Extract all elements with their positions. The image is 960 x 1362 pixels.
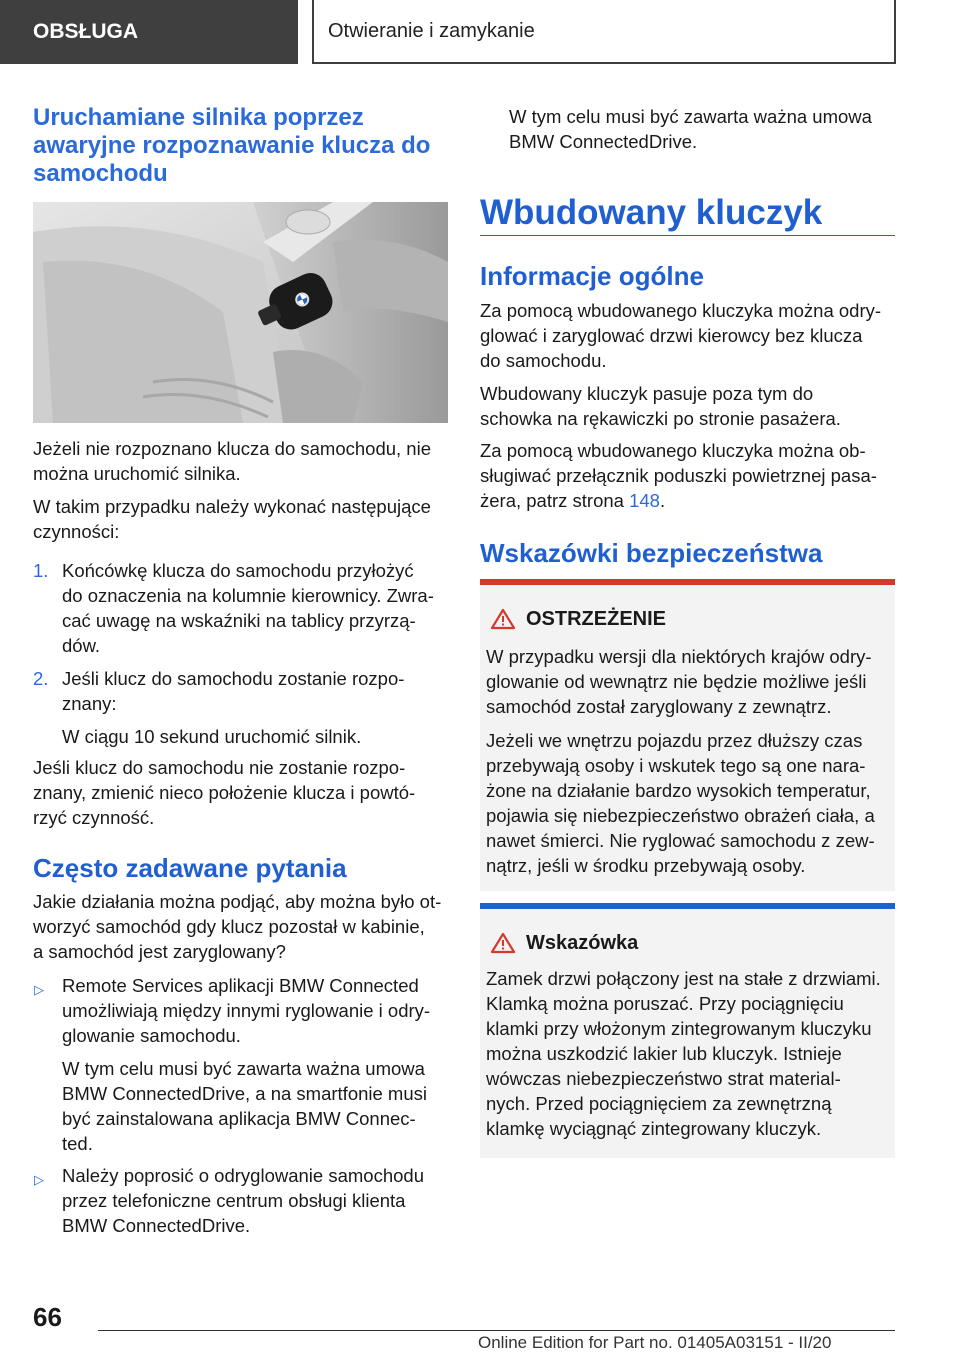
- title-rule: [480, 235, 895, 236]
- para-continued: W tym celu musi być zawarta ważna umowa BMW ConnectedDrive.: [509, 106, 872, 152]
- bullet-triangle-icon: ▷: [34, 982, 44, 997]
- para-retry: Jeśli klucz do samochodu nie zostanie rozpo- znany, zmienić nieco położenie klucza i powtó- rzyć czynność.: [33, 757, 416, 828]
- section-title-integrated-key: Wbudowany kluczyk: [480, 193, 823, 232]
- step-2-number: 2.: [33, 668, 49, 689]
- heading-emergency-start: Uruchamiane silnika poprzez awaryjne rozpoznawanie klucza do samochodu: [33, 104, 431, 187]
- warning-para-2: Jeżeli we wnętrzu pojazdu przez dłuższy czas przebywają osoby i wskutek tego są one nara- żone na działanie bardzo wysokich temperatur, pojawia się niebezpieczeństwo obrażeń ciała, a nawet śmierci. Nie ryglować samochodu z zew- nątrz, jeśli w środku przebywają osoby.: [486, 730, 875, 876]
- warning-para-1: W przypadku wersji dla niektórych krajów odry- glowanie od wewnątrz nie będzie możliwe jeśli samochód został zaryglowany z zewnątrz.: [486, 646, 872, 717]
- warning-triangle-icon: [490, 608, 516, 630]
- bullet-triangle-icon: ▷: [34, 1172, 44, 1187]
- info-para-1: Za pomocą wbudowanego kluczyka można odry- glować i zaryglować drzwi kierowcy bez klucza do samochodu.: [480, 300, 882, 371]
- section-tab: OBSŁUGA: [0, 0, 298, 64]
- heading-safety: Wskazówki bezpieczeństwa: [480, 538, 823, 568]
- bullet-call-center: ▷ Należy poprosić o odryglowanie samochodu przez telefoniczne centrum obsługi klienta BMW ConnectedDrive.: [34, 1165, 424, 1236]
- key-on-steering-column-illustration: [33, 202, 448, 423]
- heading-faq: Często zadawane pytania: [33, 853, 347, 883]
- para-not-recognized: Jeżeli nie rozpoznano klucza do samochodu, nie można uruchomić silnika.: [33, 438, 431, 484]
- page-header: [0, 0, 960, 66]
- footer-rule: [98, 1330, 895, 1331]
- bullet-remote-services: ▷ Remote Services aplikacji BMW Connected umożliwiają między innymi ryglowanie i odry- glowanie samochodu. W tym celu musi być zawarta ważna umowa BMW ConnectedDrive, a na smartfonie musi być zainstalowana aplikacja BMW Connec- ted.: [34, 975, 431, 1154]
- info-para-3: Za pomocą wbudowanego kluczyka można ob- sługiwać przełącznik poduszki powietrznej pasa- żera, patrz strona 148.: [480, 440, 877, 511]
- note-box: [480, 903, 895, 1158]
- page-number: 66: [33, 1302, 62, 1332]
- edition-info: Online Edition for Part no. 01405A03151 - II/20: [478, 1333, 832, 1352]
- note-title: Wskazówka: [526, 932, 639, 954]
- step-1: 1. Końcówkę klucza do samochodu przyłożyć do oznaczenia na kolumnie kierownicy. Zwra- cać uwagę na wskaźniki na tablicy przyrzą- dów.: [33, 560, 434, 656]
- warning-box: [480, 579, 895, 891]
- heading-general-info: Informacje ogólne: [480, 261, 704, 291]
- step-1-number: 1.: [33, 560, 49, 581]
- faq-question: Jakie działania można podjąć, aby można było ot- worzyć samochód gdy klucz pozostał w kabinie, a samochód jest zaryglowany?: [33, 891, 442, 962]
- info-para-2: Wbudowany kluczyk pasuje poza tym do schowka na rękawiczki po stronie pasażera.: [480, 383, 841, 429]
- para-steps-intro: W takim przypadku należy wykonać następujące czynności:: [33, 496, 431, 542]
- note-para: Zamek drzwi połączony jest na stałe z drzwiami. Klamką można poruszać. Przy pociągnięciu klamki przy włożonym zintegrowanym kluczyku można uszkodzić lakier lub kluczyk. Istnieje wówczas niebezpieczeństwo strat material- nych. Przed pociągnięciem za zewnętrzną klamkę wyciągnąć zintegrowany kluczyk.: [486, 968, 881, 1139]
- warning-title: OSTRZEŻENIE: [526, 608, 667, 630]
- page-link-148[interactable]: 148: [629, 490, 660, 511]
- step-2: 2. Jeśli klucz do samochodu zostanie rozpo- znany: W ciągu 10 sekund uruchomić silnik.: [33, 668, 405, 747]
- warning-triangle-icon: [490, 932, 516, 954]
- chapter-title: Otwieranie i zamykanie: [312, 0, 896, 64]
